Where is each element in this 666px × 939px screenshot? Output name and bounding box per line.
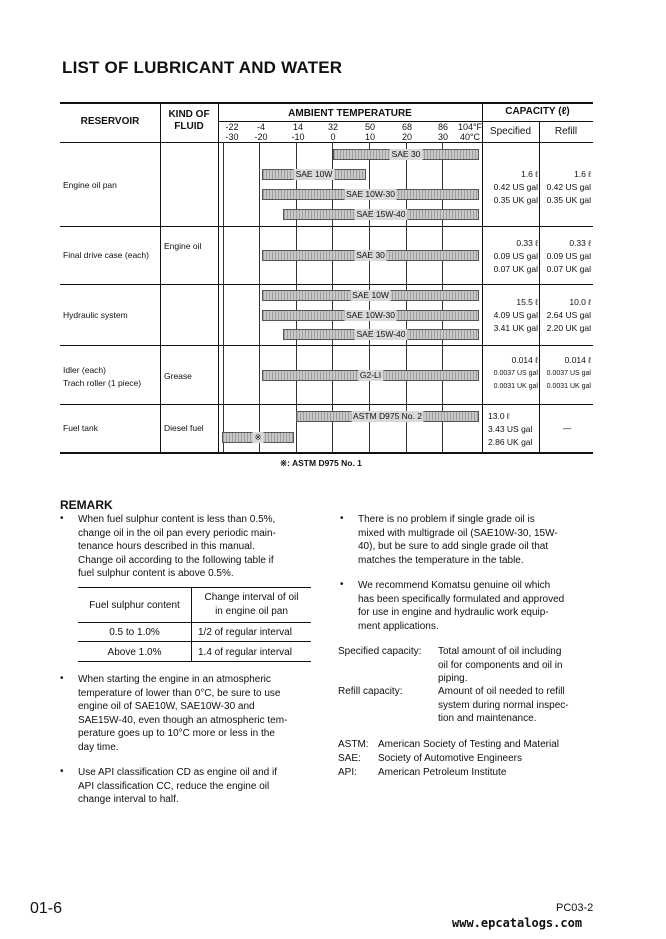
range-bar: ※ [222, 432, 294, 443]
remark-paragraph: When fuel sulphur content is less than 0.5%, change oil in the oil pan every periodic main- tenance hours described in this manual. Change oil according to the following table if fuel sulphur content is above 0.5%. [78, 514, 276, 579]
page-number: 01-6 [30, 900, 63, 917]
remark-heading: REMARK [60, 498, 113, 512]
remark-paragraph: When starting the engine in an atmospheric temperature of lower than 0°C, be sure to use engine oil of SAE10W, SAE10W-30 and SAE15W-40, even though an atmospheric tem- perature goes up to 10°C more or less in the day time. [78, 674, 288, 753]
watermark-site: www.epcatalogs.com [452, 916, 583, 930]
header-reservoir: RESERVOIR [80, 116, 140, 127]
specified-capacity: 13.0 ℓ 3.43 US gal 2.86 UK gal [488, 411, 533, 447]
abbrev-term: API: [338, 767, 357, 778]
abbrev-desc: American Society of Testing and Material [378, 739, 560, 750]
tick-f: 68 [401, 122, 412, 132]
remark-paragraph: Use API classification CD as engine oil and if API classification CC, reduce the engine oil change interval to half. [78, 767, 277, 805]
definition-desc: Total amount of oil including oil for components and oil in piping. [438, 646, 563, 684]
fluid-engine-oil: Engine oil [164, 241, 202, 251]
range-bar: ASTM D975 No. 2 [296, 411, 479, 422]
specified-capacity: 0.33 ℓ 0.09 US gal 0.07 UK gal [493, 238, 538, 274]
tick-f: 50 [364, 122, 375, 132]
header-specified: Specified [489, 126, 532, 137]
refill-capacity: 0.33 ℓ 0.09 US gal 0.07 UK gal [546, 238, 591, 274]
tick-c: -30 [225, 132, 239, 142]
range-bar: SAE 30 [333, 149, 479, 160]
definition-desc: Amount of oil needed to refill system during normal inspec- tion and maintenance. [438, 686, 569, 724]
range-bar: SAE 10W-30 [262, 189, 479, 200]
reservoir-engine-oil-pan: Engine oil pan [63, 180, 117, 190]
refill-capacity: — [562, 423, 572, 433]
fluid-grease: Grease [164, 371, 192, 381]
abbrev-term: SAE: [338, 753, 361, 764]
abbrev-term: ASTM: [338, 739, 369, 750]
model-code: PC03-2 [556, 902, 594, 914]
tick-c: -20 [254, 132, 268, 142]
range-bar: SAE 30 [262, 250, 479, 261]
tick-c: 10 [364, 132, 375, 142]
reservoir-idler: Idler (each) Trach roller (1 piece) [63, 365, 142, 388]
tick-c: 30 [437, 132, 448, 142]
header-refill: Refill [554, 126, 578, 137]
range-bar: SAE 10W [262, 169, 366, 180]
range-bar: SAE 10W [262, 290, 479, 301]
range-bar: SAE 10W-30 [262, 310, 479, 321]
definition-term: Refill capacity: [338, 686, 403, 697]
reservoir-final-drive: Final drive case (each) [63, 250, 149, 260]
specified-capacity: 1.6 ℓ 0.42 US gal 0.35 UK gal [493, 169, 538, 205]
tick-f: -22 [225, 122, 239, 132]
refill-capacity: 0.014 ℓ 0.0037 US gal 0.0031 UK gal [546, 355, 591, 390]
remark-paragraph: We recommend Komatsu genuine oil which has been specifically formulated and approved for use in engine and hydraulic work equip- ment applications. [358, 580, 565, 632]
header-ambient-temperature: AMBIENT TEMPERATURE [288, 108, 412, 119]
remark-paragraph: There is no problem if single grade oil is mixed with multigrade oil (SAE10W-30, 15W- 40), but be sure to add single grade oil that matches the temperature in the table. [358, 514, 558, 566]
reservoir-fuel-tank: Fuel tank [63, 423, 98, 433]
tick-c: -10 [291, 132, 305, 142]
fluid-diesel: Diesel fuel [164, 423, 204, 433]
range-bar: SAE 15W-40 [283, 329, 479, 340]
tick-f: 14 [292, 122, 303, 132]
range-bar: G2-LI [262, 370, 479, 381]
specified-capacity: 15.5 ℓ 4.09 US gal 3.41 UK gal [493, 297, 538, 333]
reservoir-hydraulic: Hydraulic system [63, 310, 128, 320]
table-footnote: ※: ASTM D975 No. 1 [280, 458, 362, 468]
tick-f: -4 [256, 122, 265, 132]
header-capacity: CAPACITY (ℓ) [505, 106, 570, 117]
abbrev-desc: Society of Automotive Engineers [378, 753, 522, 764]
tick-f: 86 [437, 122, 448, 132]
definition-term: Specified capacity: [338, 646, 422, 657]
tick-c: 20 [401, 132, 412, 142]
range-bar: SAE 15W-40 [283, 209, 479, 220]
refill-capacity: 10.0 ℓ 2.64 US gal 2.20 UK gal [546, 297, 591, 333]
tick-c: 40°C [459, 132, 481, 142]
header-kind-of-fluid: KIND OF FLUID [168, 109, 210, 132]
tick-c: 0 [330, 132, 336, 142]
specified-capacity: 0.014 ℓ 0.0037 US gal 0.0031 UK gal [493, 355, 538, 390]
page-title: LIST OF LUBRICANT AND WATER [62, 58, 343, 77]
refill-capacity: 1.6 ℓ 0.42 US gal 0.35 UK gal [546, 169, 591, 205]
abbrev-desc: American Petroleum Institute [378, 767, 507, 778]
tick-f: 32 [327, 122, 338, 132]
tick-f: 104°F [457, 122, 483, 132]
